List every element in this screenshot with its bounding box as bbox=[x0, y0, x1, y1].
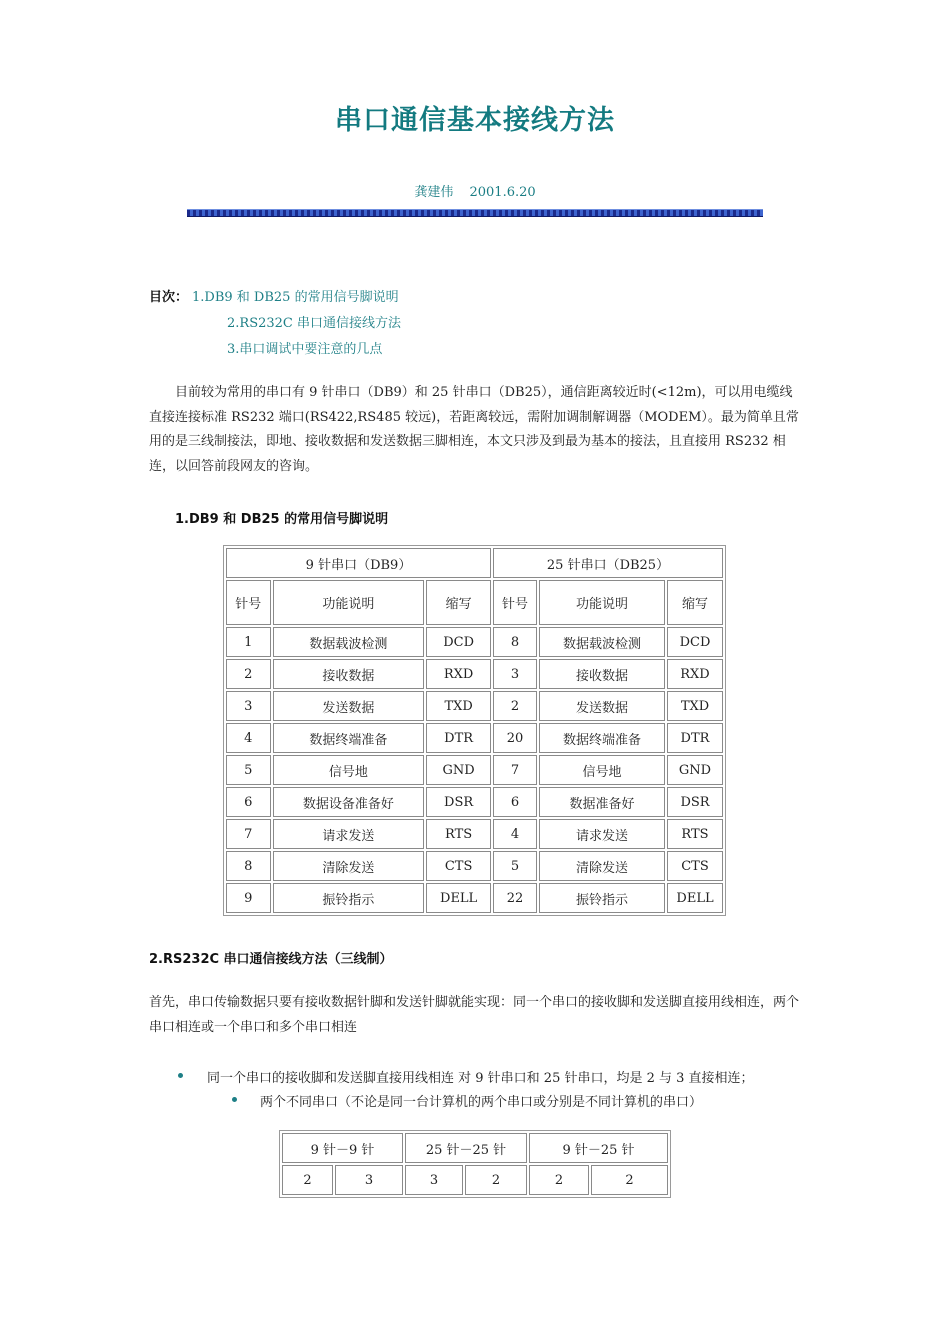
cell: 接收数据 bbox=[539, 659, 665, 689]
cell: 信号地 bbox=[273, 755, 425, 785]
cell: GND bbox=[667, 755, 723, 785]
cell: 3 bbox=[335, 1165, 403, 1195]
date: 2001.6.20 bbox=[469, 185, 536, 200]
cell: 7 bbox=[226, 819, 271, 849]
bullet-dot-icon bbox=[178, 1073, 183, 1078]
cell: DTR bbox=[426, 723, 491, 753]
cell: 2 bbox=[282, 1165, 333, 1195]
table-row bbox=[226, 659, 723, 689]
bullet-item-1: 同一个串口的接收脚和发送脚直接用线相连 对 9 针串口和 25 针串口，均是 2 与 3 直接相连； bbox=[207, 1071, 754, 1086]
cell: RXD bbox=[426, 659, 491, 689]
cell: 8 bbox=[493, 627, 537, 657]
cell: 数据终端准备 bbox=[539, 723, 665, 753]
cell: 5 bbox=[493, 851, 537, 881]
bullet-item-2: 两个不同串口（不论是同一台计算机的两个串口或分别是不同计算机的串口） bbox=[260, 1095, 703, 1110]
cell: 清除发送 bbox=[539, 851, 665, 881]
cell: 数据设备准备好 bbox=[273, 787, 425, 817]
wiring-header-9-9: 9 针－9 针 bbox=[282, 1133, 403, 1163]
cell: 7 bbox=[493, 755, 537, 785]
cell: 信号地 bbox=[539, 755, 665, 785]
table-row bbox=[226, 883, 723, 913]
bullet-dot-icon bbox=[232, 1097, 237, 1102]
cell: 数据载波检测 bbox=[273, 627, 425, 657]
table-row bbox=[226, 755, 723, 785]
cell: 数据准备好 bbox=[539, 787, 665, 817]
col-header-pin: 针号 bbox=[493, 580, 537, 625]
toc-link-3[interactable]: 3.串口调试中要注意的几点 bbox=[227, 342, 383, 357]
cell: 6 bbox=[493, 787, 537, 817]
cell: 2 bbox=[529, 1165, 589, 1195]
pin-table bbox=[223, 545, 726, 916]
cell: CTS bbox=[667, 851, 723, 881]
cell: DCD bbox=[426, 627, 491, 657]
cell: 振铃指示 bbox=[273, 883, 425, 913]
decorative-divider bbox=[187, 209, 763, 217]
cell: DCD bbox=[667, 627, 723, 657]
cell: 数据载波检测 bbox=[539, 627, 665, 657]
toc-link-1[interactable]: 1.DB9 和 DB25 的常用信号脚说明 bbox=[192, 290, 399, 305]
cell: DELL bbox=[667, 883, 723, 913]
section2-intro: 首先，串口传输数据只要有接收数据针脚和发送针脚就能实现：同一个串口的接收脚和发送脚直接用线相连，两个串口相连或一个串口和多个串口相连 bbox=[149, 995, 800, 1035]
table-row bbox=[226, 787, 723, 817]
wiring-header-25-25: 25 针－25 针 bbox=[405, 1133, 527, 1163]
table-row bbox=[226, 627, 723, 657]
toc-label: 目次： bbox=[149, 290, 189, 305]
cell: 4 bbox=[226, 723, 271, 753]
cell: 3 bbox=[226, 691, 271, 721]
wiring-table bbox=[279, 1130, 671, 1198]
cell: DELL bbox=[426, 883, 491, 913]
cell: 1 bbox=[226, 627, 271, 657]
cell: 清除发送 bbox=[273, 851, 425, 881]
col-header-func: 功能说明 bbox=[273, 580, 425, 625]
cell: TXD bbox=[667, 691, 723, 721]
cell: DTR bbox=[667, 723, 723, 753]
section1-heading: 1.DB9 和 DB25 的常用信号脚说明 bbox=[175, 512, 389, 527]
table-row bbox=[226, 723, 723, 753]
group-header-db25: 25 针串口（DB25） bbox=[493, 548, 723, 578]
cell: RTS bbox=[667, 819, 723, 849]
cell: 9 bbox=[226, 883, 271, 913]
cell: GND bbox=[426, 755, 491, 785]
cell: CTS bbox=[426, 851, 491, 881]
table-row bbox=[226, 851, 723, 881]
table-row bbox=[226, 691, 723, 721]
cell: DSR bbox=[426, 787, 491, 817]
col-header-abbr: 缩写 bbox=[426, 580, 491, 625]
table-row bbox=[282, 1165, 668, 1195]
cell: 2 bbox=[493, 691, 537, 721]
cell: 8 bbox=[226, 851, 271, 881]
wiring-header-9-25: 9 针－25 针 bbox=[529, 1133, 668, 1163]
col-header-pin: 针号 bbox=[226, 580, 271, 625]
cell: 22 bbox=[493, 883, 537, 913]
byline bbox=[0, 181, 950, 200]
col-header-func: 功能说明 bbox=[539, 580, 665, 625]
cell: 2 bbox=[465, 1165, 527, 1195]
intro-paragraph: 目前较为常用的串口有 9 针串口（DB9）和 25 针串口（DB25），通信距离较近时(<12m)，可以用电缆线直接连接标准 RS232 端口(RS422,RS485 较远)，若距离较远，需附加调制解调器（MODEM）。最为简单且常用的是三线制接法，即地、接收数据和发送数据三脚相连，本文只涉及到最为基本的接法，且直接用 RS232 相连，以回答前段网友的咨询。 bbox=[149, 385, 799, 474]
cell: 6 bbox=[226, 787, 271, 817]
cell: 3 bbox=[405, 1165, 463, 1195]
toc-link-2[interactable]: 2.RS232C 串口通信接线方法 bbox=[227, 316, 401, 331]
section2-heading: 2.RS232C 串口通信接线方法（三线制） bbox=[149, 952, 393, 967]
cell: 请求发送 bbox=[539, 819, 665, 849]
cell: RXD bbox=[667, 659, 723, 689]
cell: RTS bbox=[426, 819, 491, 849]
cell: 接收数据 bbox=[273, 659, 425, 689]
cell: 20 bbox=[493, 723, 537, 753]
cell: 5 bbox=[226, 755, 271, 785]
cell: 2 bbox=[226, 659, 271, 689]
cell: 数据终端准备 bbox=[273, 723, 425, 753]
cell: 请求发送 bbox=[273, 819, 425, 849]
cell: DSR bbox=[667, 787, 723, 817]
col-header-abbr: 缩写 bbox=[667, 580, 723, 625]
cell: 2 bbox=[591, 1165, 668, 1195]
cell: 振铃指示 bbox=[539, 883, 665, 913]
author: 龚建伟 bbox=[414, 185, 454, 200]
cell: 4 bbox=[493, 819, 537, 849]
cell: 3 bbox=[493, 659, 537, 689]
cell: TXD bbox=[426, 691, 491, 721]
cell: 发送数据 bbox=[273, 691, 425, 721]
table-row bbox=[226, 819, 723, 849]
page-title: 串口通信基本接线方法 bbox=[335, 105, 615, 136]
cell: 发送数据 bbox=[539, 691, 665, 721]
group-header-db9: 9 针串口（DB9） bbox=[226, 548, 491, 578]
